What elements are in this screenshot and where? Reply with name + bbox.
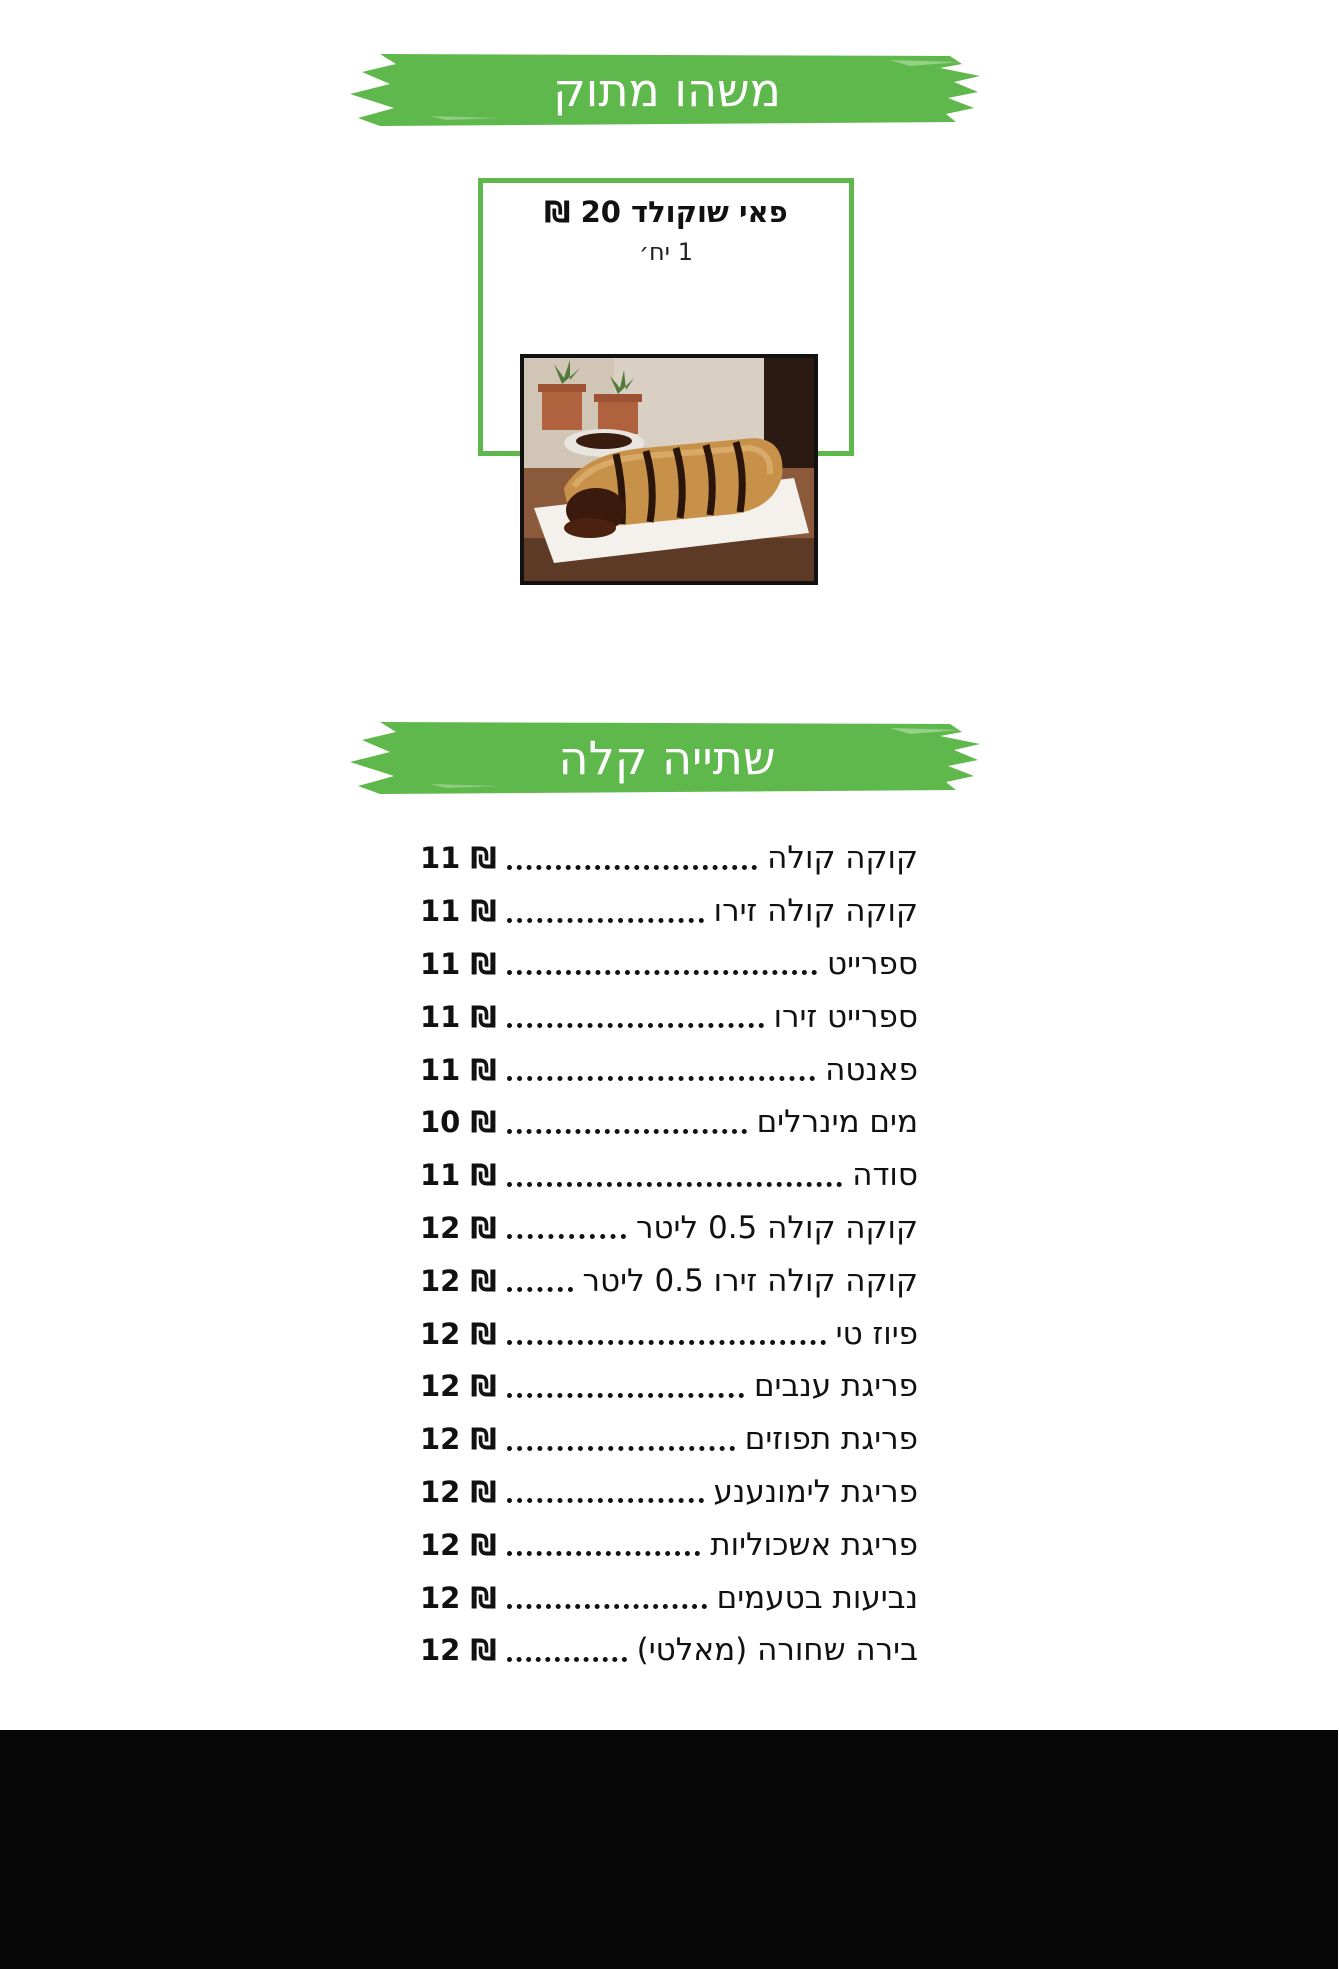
drink-name: קוקה קולה 0.5 ליטר — [635, 1209, 918, 1246]
list-item — [420, 1360, 918, 1413]
dot-leader — [507, 1076, 815, 1081]
drink-price: 11 ₪ — [420, 1158, 497, 1193]
dot-leader — [507, 1182, 843, 1187]
dot-leader — [507, 1393, 744, 1398]
list-item — [420, 938, 918, 991]
drink-price: 12 ₪ — [420, 1580, 497, 1615]
list-item — [420, 1202, 918, 1255]
section-title-sweet: משהו מתוק — [553, 63, 781, 117]
drink-price: 11 ₪ — [420, 894, 497, 929]
drink-price: 11 ₪ — [420, 841, 497, 876]
list-item — [420, 990, 918, 1043]
drink-price: 11 ₪ — [420, 1052, 497, 1087]
list-item — [420, 1466, 918, 1519]
dot-leader — [507, 1446, 735, 1451]
list-item — [420, 1624, 918, 1677]
drink-price: 12 ₪ — [420, 1474, 497, 1509]
drink-price: 12 ₪ — [420, 1527, 497, 1562]
drink-name: פריגת ענבים — [753, 1368, 918, 1405]
drink-name: נביעות בטעמים — [716, 1579, 918, 1616]
drink-name: פריגת תפוזים — [744, 1421, 918, 1458]
dot-leader — [507, 1129, 747, 1134]
dot-leader — [507, 1604, 707, 1609]
drink-price: 12 ₪ — [420, 1316, 497, 1351]
drink-name: ספרייט — [827, 945, 918, 982]
list-item — [420, 1096, 918, 1149]
list-item — [420, 1043, 918, 1096]
list-item — [420, 1518, 918, 1571]
dot-leader — [507, 1498, 704, 1503]
drink-price: 11 ₪ — [420, 999, 497, 1034]
dot-leader — [507, 1657, 627, 1662]
list-item — [420, 1254, 918, 1307]
dot-leader — [507, 970, 817, 975]
dot-leader — [507, 1551, 701, 1556]
section-title-drinks: שתייה קלה — [558, 731, 776, 785]
list-item — [420, 1307, 918, 1360]
list-item — [420, 832, 918, 885]
list-item — [420, 1413, 918, 1466]
drink-name: בירה שחורה (מאלטי) — [636, 1632, 918, 1669]
drink-price: 12 ₪ — [420, 1210, 497, 1245]
drink-price: 12 ₪ — [420, 1422, 497, 1457]
drink-name: פיוז טי — [835, 1315, 918, 1352]
drink-name: קוקה קולה זירו — [713, 893, 918, 930]
dot-leader — [507, 918, 704, 923]
footer-bar — [0, 1730, 1339, 1969]
item-unit: 1 יח׳ — [639, 238, 693, 266]
list-item — [420, 1571, 918, 1624]
drink-name: פריגת אשכוליות — [710, 1526, 918, 1563]
chocolate-pie-photo — [520, 354, 818, 585]
drink-name: סודה — [852, 1157, 918, 1194]
drink-price: 12 ₪ — [420, 1369, 497, 1404]
drink-price: 12 ₪ — [420, 1263, 497, 1298]
item-name-price: פאי שוקולד 20 ₪ — [544, 195, 788, 229]
section-banner-drinks — [350, 718, 984, 798]
dot-leader — [507, 1023, 764, 1028]
drink-name: קוקה קולה — [767, 840, 918, 877]
drink-name: פאנטה — [825, 1051, 918, 1088]
dot-leader — [507, 1234, 626, 1239]
dot-leader — [507, 1287, 573, 1292]
drink-name: קוקה קולה זירו 0.5 ליטר — [582, 1262, 918, 1299]
drink-price: 11 ₪ — [420, 946, 497, 981]
drink-price: 12 ₪ — [420, 1633, 497, 1668]
drink-name: מים מינרלים — [756, 1104, 918, 1141]
chocolate-pie-photo-icon — [524, 358, 814, 581]
list-item — [420, 885, 918, 938]
drinks-menu-list — [420, 832, 918, 1677]
list-item — [420, 1149, 918, 1202]
dot-leader — [507, 865, 757, 870]
drink-name: ספרייט זירו — [773, 998, 918, 1035]
drink-price: 10 ₪ — [420, 1105, 497, 1140]
drink-name: פריגת לימונענע — [713, 1473, 918, 1510]
section-banner-sweet — [350, 50, 984, 130]
dot-leader — [507, 1340, 826, 1345]
